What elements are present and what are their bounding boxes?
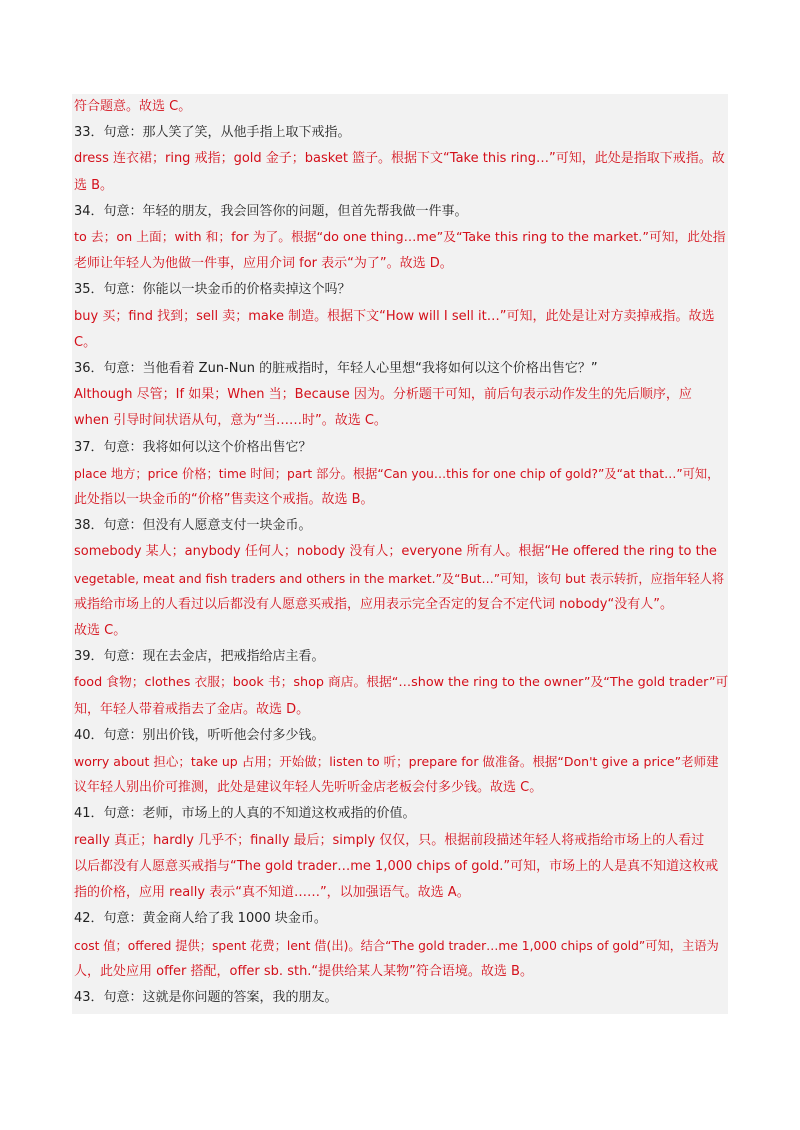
document-content: [72, 94, 728, 1014]
explanation-line: to 去；on 上面；with 和；for 为了。根据“do one thing…me”及“Take this ring to the market.”可知，此处指: [74, 230, 726, 246]
explanation-line: C。: [74, 334, 97, 350]
question-translation-line: 39．句意：现在去金店，把戒指给店主看。: [74, 649, 325, 665]
explanation-line: 议年轻人别出价可推测，此处是建议年轻人先听听金店老板会付多少钱。故选 C。: [74, 780, 543, 796]
explanation-line: 知，年轻人带着戒指去了金店。故选 D。: [74, 701, 310, 717]
explanation-line: place 地方；price 价格；time 时间；part 部分。根据“Can you…this for one chip of gold?”及“at that…”可知，: [74, 466, 720, 481]
explanation-line: 此处指以一块金币的“价格”售卖这个戒指。故选 B。: [74, 492, 374, 508]
explanation-line: vegetable, meat and fish traders and others in the market.”及“But…”可知，该句 but 表示转折，应指年轻人将: [74, 571, 725, 586]
explanation-line: cost 值；offered 提供；spent 花费；lent 借(出)。结合“The gold trader…me 1,000 chips of gold”可知，主语为: [74, 938, 719, 953]
explanation-line: dress 连衣裙；ring 戒指；gold 金子；basket 篮子。根据下文“Take this ring…”可知，此处是指取下戒指。故: [74, 151, 725, 167]
explanation-line: Although 尽管；If 如果；When 当；Because 因为。分析题干可知，前后句表示动作发生的先后顺序，应: [74, 387, 692, 403]
explanation-line: food 食物；clothes 衣服；book 书；shop 商店。根据“…show the ring to the owner”及“The gold trader”可: [74, 675, 729, 691]
question-translation-line: 36．句意：当他看着 Zun-Nun 的脏戒指时，年轻人心里想“我将如何以这个价格出售它？”: [74, 361, 598, 377]
question-translation-line: 34．句意：年轻的朋友，我会回答你的问题，但首先帮我做一件事。: [74, 203, 468, 219]
explanation-line: 人，此处应用 offer 搭配，offer sb. sth.“提供给某人某物”符合语境。故选 B。: [74, 963, 533, 979]
explanation-line: 戒指给市场上的人看过以后都没有人愿意买戒指，应用表示完全否定的复合不定代词 nobody“没有人”。: [74, 596, 673, 612]
explanation-line: 老师让年轻人为他做一件事，应用介词 for 表示“为了”。故选 D。: [74, 256, 453, 272]
explanation-line: when 引导时间状语从句，意为“当……时”。故选 C。: [74, 413, 387, 429]
explanation-line: 指的价格，应用 really 表示“真不知道……”，以加强语气。故选 A。: [74, 885, 470, 901]
question-translation-line: 42．句意：黄金商人给了我 1000 块金币。: [74, 911, 327, 927]
explanation-line: 选 B。: [74, 177, 114, 193]
question-translation-line: 40．句意：别出价钱，听听他会付多少钱。: [74, 727, 325, 743]
question-translation-line: 33．句意：那人笑了笑，从他手指上取下戒指。: [74, 125, 351, 141]
explanation-line: somebody 某人；anybody 任何人；nobody 没有人；everyone 所有人。根据“He offered the ring to the: [74, 544, 717, 560]
question-translation-line: 41．句意：老师，市场上的人真的不知道这枚戒指的价值。: [74, 806, 416, 822]
question-translation-line: 43．句意：这就是你问题的答案，我的朋友。: [74, 989, 338, 1005]
question-translation-line: 35．句意：你能以一块金币的价格卖掉这个吗？: [74, 282, 351, 298]
explanation-line: 符合题意。故选 C。: [74, 99, 192, 114]
answer-explanations: [72, 94, 728, 1011]
explanation-line: buy 买；find 找到；sell 卖；make 制造。根据下文“How will I sell it…”可知，此处是让对方卖掉戒指。故选: [74, 308, 715, 324]
question-translation-line: 38．句意：但没有人愿意支付一块金币。: [74, 518, 312, 534]
explanation-line: 以后都没有人愿意买戒指与“The gold trader…me 1,000 chips of gold.”可知，市场上的人是真不知道这枚戒: [74, 858, 719, 874]
explanation-line: worry about 担心；take up 占用；开始做；listen to 听；prepare for 做准备。根据“Don't give a price”老师建: [74, 754, 719, 770]
explanation-line: 故选 C。: [74, 623, 127, 639]
explanation-line: really 真正；hardly 几乎不；finally 最后；simply 仅仅，只。根据前段描述年轻人将戒指给市场上的人看过: [74, 832, 705, 848]
question-translation-line: 37．句意：我将如何以这个价格出售它？: [74, 439, 312, 455]
